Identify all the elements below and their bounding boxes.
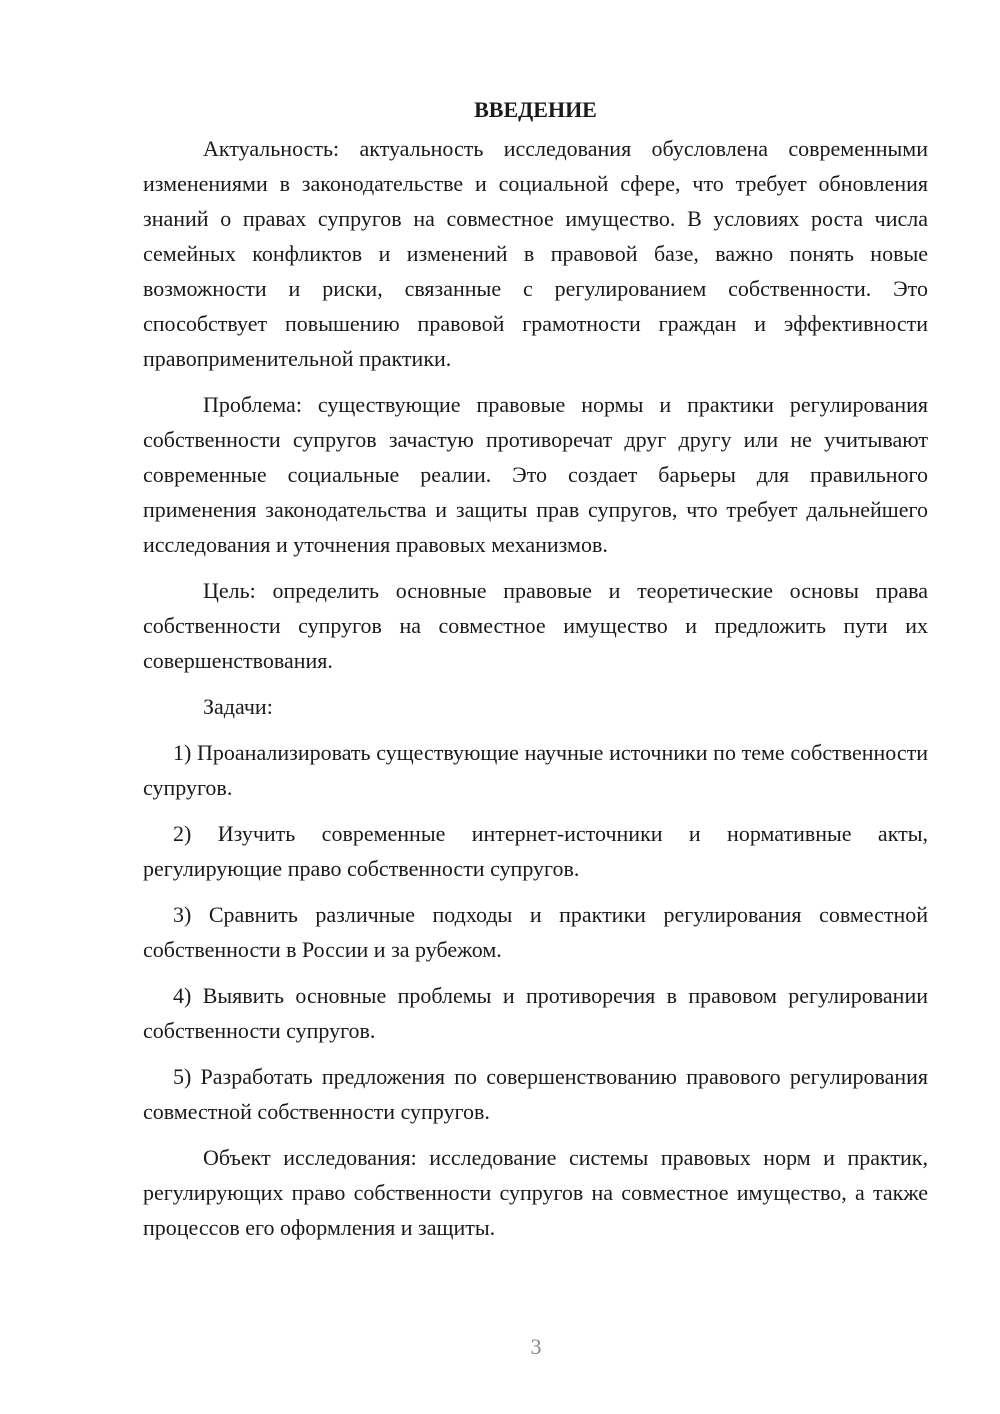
paragraph-relevance: Актуальность: актуальность исследования обусловлена современными изменениями в законодательстве и социальной сфере, что требует обновления знаний о правах супругов на совместное имущество. В условиях роста числа семейных конфликтов и изменений в правовой базе, важно понять новые возможности и риски, связанные с регулированием собственности. Это способствует повышению правовой грамотности граждан и эффективности правоприменительной практики.	[143, 136, 928, 371]
paragraph-object: Объект исследования: исследование системы правовых норм и практик, регулирующих право собственности супругов на совместное имущество, а также процессов его оформления и защиты.	[143, 1145, 928, 1240]
task-item-1: 1) Проанализировать существующие научные источники по теме собственности супругов.	[143, 740, 928, 800]
page-number: 3	[530, 1334, 542, 1359]
task-item-3: 3) Сравнить различные подходы и практики регулирования совместной собственности в России и за рубежом.	[143, 902, 928, 962]
paragraph-goal: Цель: определить основные правовые и теоретические основы права собственности супругов на совместное имущество и предложить пути их совершенствования.	[143, 578, 928, 673]
task-item-5: 5) Разработать предложения по совершенствованию правового регулирования совместной собственности супругов.	[143, 1064, 928, 1124]
section-heading: ВВЕДЕНИЕ	[474, 97, 597, 122]
task-item-2: 2) Изучить современные интернет-источники и нормативные акты, регулирующие право собственности супругов.	[143, 821, 928, 881]
page-content	[143, 92, 928, 1245]
task-item-4: 4) Выявить основные проблемы и противоречия в правовом регулировании собственности супругов.	[143, 983, 928, 1043]
tasks-heading: Задачи:	[203, 694, 273, 719]
paragraph-problem: Проблема: существующие правовые нормы и практики регулирования собственности супругов зачастую противоречат друг другу или не учитывают современные социальные реалии. Это создает барьеры для правильного применения законодательства и защиты прав супругов, что требует дальнейшего исследования и уточнения правовых механизмов.	[143, 392, 928, 557]
